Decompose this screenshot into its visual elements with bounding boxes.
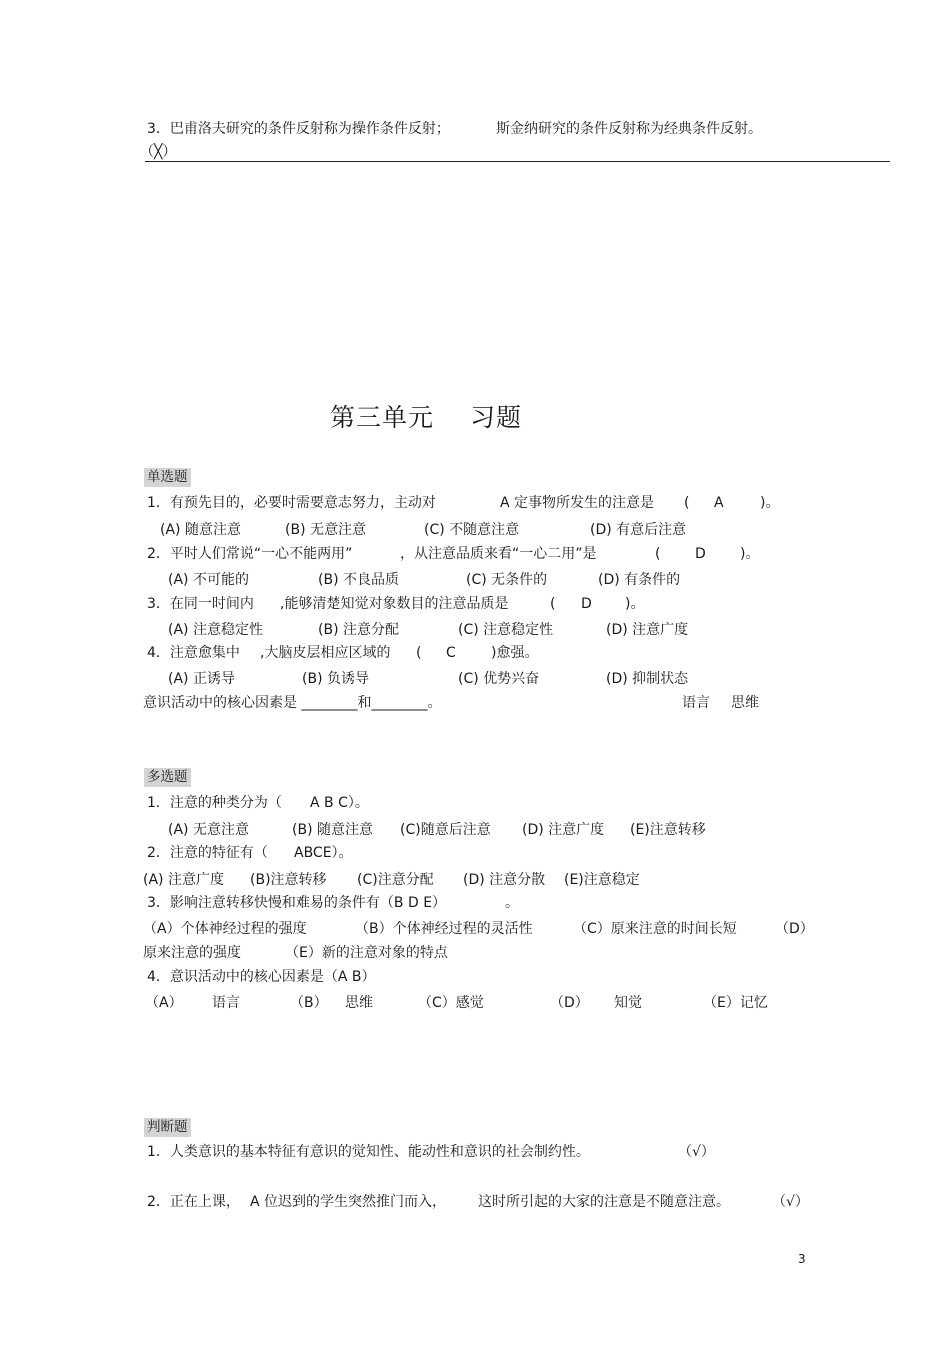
multi-q2-option-b: (B)注意转移 (250, 872, 327, 888)
multi-q1-option-b: (B) 随意注意 (292, 822, 373, 838)
single-q3-option-b: (B) 注意分配 (318, 622, 399, 638)
multi-q3-option-c: （C）原来注意的时间长短 (573, 921, 737, 937)
judge-q1-text: 1．人类意识的基本特征有意识的觉知性、能动性和意识的社会制约性。 (147, 1144, 590, 1160)
single-q1-option-a: (A) 随意注意 (160, 522, 241, 538)
multi-q2-option-c: (C)注意分配 (357, 872, 434, 888)
divider-rule (145, 161, 890, 162)
single-q3-mid: ,能够清楚知觉对象数目的注意品质是 (280, 596, 509, 612)
judge-q2-text-b: A 位迟到的学生突然推门而入， (250, 1194, 447, 1210)
multi-q1-option-e: (E)注意转移 (630, 822, 706, 838)
single-q1-option-b: (B) 无意注意 (285, 522, 366, 538)
judge-q2-text-a: 2．正在上课， (147, 1194, 240, 1210)
single-q4-option-d: (D) 抑制状态 (606, 671, 689, 687)
multi-q3-option-d-text: 原来注意的强度 (143, 945, 241, 961)
single-q3-answer: D (581, 596, 592, 612)
single-q2-option-c: (C) 无条件的 (466, 572, 548, 588)
multi-q1-option-a: (A) 无意注意 (168, 822, 249, 838)
multi-q4-option-d: （D） (550, 995, 589, 1011)
multi-q1-text: 1．注意的种类分为（ (147, 795, 282, 811)
single-q3-paren-l: ( (550, 596, 556, 612)
carryover-q3-text-b: 斯金纳研究的条件反射称为经典条件反射。 (496, 121, 762, 137)
single-q1-answer: A (714, 495, 724, 511)
section-heading-single: 单选题 (144, 468, 191, 487)
page-number: 3 (798, 1252, 806, 1266)
multi-q2-option-a: (A) 注意广度 (143, 872, 224, 888)
single-q3-option-d: (D) 注意广度 (606, 622, 689, 638)
multi-q4-option-d-text: 知觉 (614, 995, 642, 1011)
single-q2-option-b: (B) 不良品质 (318, 572, 399, 588)
single-q4-mid: ,大脑皮层相应区域的 (260, 645, 391, 661)
multi-q4-option-c: （C）感觉 (418, 995, 484, 1011)
unit-title-b: 习题 (470, 403, 523, 432)
single-q2-paren-l: ( (655, 546, 661, 562)
single-q1-option-d: (D) 有意后注意 (590, 522, 687, 538)
multi-q3-tail: 。 (505, 895, 519, 911)
single-q3-option-c: (C) 注意稳定性 (458, 622, 554, 638)
single-q2-paren-r: )。 (740, 546, 760, 562)
single-q1-text: 1．有预先目的，必要时需要意志努力，主动对 (147, 495, 436, 511)
carryover-q3-answer: （╳） (140, 144, 177, 160)
unit-title (330, 402, 522, 434)
multi-q4-option-e: （E）记忆 (703, 995, 768, 1011)
single-q2-answer: D (695, 546, 706, 562)
single-q3-paren-r: )。 (625, 596, 645, 612)
fill-answer-a: 语言 (682, 695, 710, 711)
single-q4-paren-l: ( (416, 645, 422, 661)
multi-q4-option-b-text: 思维 (345, 995, 373, 1011)
section-heading-judge: 判断题 (144, 1118, 191, 1137)
single-q1-mid: A 定事物所发生的注意是 (500, 495, 655, 511)
multi-q3-option-b: （B）个体神经过程的灵活性 (355, 921, 533, 937)
single-q1-paren-l: ( (684, 495, 690, 511)
judge-q1-answer: （√） (678, 1144, 715, 1160)
multi-q3-option-a: （A）个体神经过程的强度 (143, 921, 307, 937)
judge-q2-text-c: 这时所引起的大家的注意是不随意注意。 (478, 1194, 730, 1210)
multi-q4-text: 4．意识活动中的核心因素是（A B） (147, 969, 376, 985)
multi-q3-option-e: （E）新的注意对象的特点 (285, 945, 448, 961)
judge-q2-answer: （√） (772, 1194, 809, 1210)
multi-q2-text: 2．注意的特征有（ (147, 845, 268, 861)
single-q3-option-a: (A) 注意稳定性 (168, 622, 263, 638)
multi-q3-option-d: （D） (775, 921, 814, 937)
multi-q1-option-c: (C)随意后注意 (400, 822, 491, 838)
fill-question-text: 意识活动中的核心因素是 ________和________。 (143, 695, 442, 711)
multi-q4-option-a: （A） (145, 995, 183, 1011)
multi-q1-option-d: (D) 注意广度 (522, 822, 605, 838)
multi-q2-answer: ABCE）。 (294, 845, 353, 861)
single-q2-mid: ，从注意品质来看“一心二用”是 (400, 546, 597, 562)
single-q4-text: 4．注意愈集中 (147, 645, 240, 661)
multi-q3-text: 3．影响注意转移快慢和难易的条件有（B D E） (147, 895, 447, 911)
unit-title-a: 第三单元 (330, 403, 435, 432)
multi-q1-answer: A B C）。 (310, 795, 369, 811)
single-q2-option-a: (A) 不可能的 (168, 572, 249, 588)
single-q4-answer: C (446, 645, 456, 661)
single-q4-option-c: (C) 优势兴奋 (458, 671, 540, 687)
single-q2-text: 2．平时人们常说“一心不能两用” (147, 546, 353, 562)
multi-q4-option-a-text: 语言 (212, 995, 240, 1011)
multi-q2-option-d: (D) 注意分散 (463, 872, 546, 888)
carryover-q3-text: 3．巴甫洛夫研究的条件反射称为操作条件反射； (147, 121, 450, 137)
single-q4-option-b: (B) 负诱导 (302, 671, 369, 687)
single-q2-option-d: (D) 有条件的 (598, 572, 681, 588)
single-q1-paren-r: )。 (760, 495, 780, 511)
single-q3-text: 3．在同一时间内 (147, 596, 254, 612)
multi-q2-option-e: (E)注意稳定 (564, 872, 640, 888)
section-heading-multi: 多选题 (144, 768, 191, 787)
multi-q4-option-b: （B） (290, 995, 328, 1011)
fill-answer-b: 思维 (731, 695, 759, 711)
single-q1-option-c: (C) 不随意注意 (424, 522, 520, 538)
single-q4-option-a: (A) 正诱导 (168, 671, 235, 687)
single-q4-paren-r: )愈强。 (491, 645, 539, 661)
